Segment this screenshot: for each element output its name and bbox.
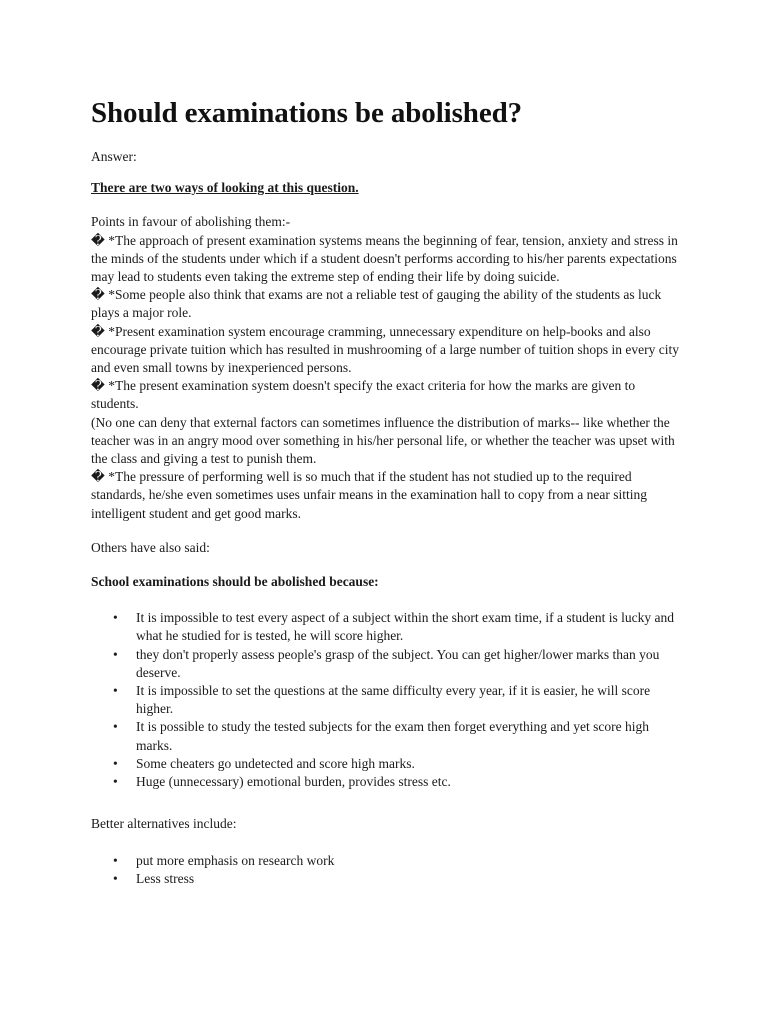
bullet-icon: • [113,646,118,662]
school-heading: School examinations should be abolished because: [91,574,379,590]
bullet-icon: • [113,755,118,771]
list-item [91,773,686,791]
better-heading: Better alternatives include: [91,816,237,832]
list-item [91,870,686,888]
lead-statement: There are two ways of looking at this question. [91,180,359,196]
list-item-text: Some cheaters go undetected and score high marks. [136,755,415,771]
list-item-text: Less stress [136,870,195,886]
list-item-text: It is impossible to test every aspect of a subject within the short exam time, if a student is lucky and what he studied for is tested, he will score higher. [136,610,675,644]
bullet-icon: • [113,683,118,699]
alternatives-list [91,852,686,888]
list-item [91,682,686,718]
list-item-text: they don't properly assess people's grasp of the subject. You can get higher/lower marks than you deserve. [136,646,660,680]
bullet-icon: • [113,774,118,790]
bullet-icon: • [113,852,118,868]
list-item [91,755,686,773]
document-content [91,95,686,888]
list-item-text: It is possible to study the tested subjects for the exam then forget everything and yet score high marks. [136,719,650,753]
list-item [91,646,686,682]
list-item-text: Huge (unnecessary) emotional burden, provides stress etc. [136,774,451,790]
favour-note: (No one can deny that external factors can sometimes influence the distribution of marks-- like whether the teacher was in an angry mood over something in his/her personal life, or whether the teacher was upset with the class and giving a test to punish them. [91,414,675,467]
favour-point: � *The pressure of performing well is so much that if the student has not studied up to the required standards, he/she even sometimes uses unfair means in the examination hall to copy from a near sitting intelligent student and get good marks. [91,469,647,521]
favour-section [91,213,686,522]
list-item-text: put more emphasis on research work [136,852,335,868]
document-title: Should examinations be abolished? [91,97,523,129]
favour-point: � *The approach of present examination systems means the beginning of fear, tension, anxiety and stress in the minds of the students under which if a student doesn't performs according to his/her parents expectations may lead to students even taking the extreme step of ending their life by doing suicide. [91,232,678,285]
answer-label: Answer: [91,149,137,164]
bullet-icon: • [113,719,118,735]
favour-point: � *Present examination system encourage cramming, unnecessary expenditure on help-books and also encourage private tuition which has resulted in mushrooming of a large number of tuition shops in every city and even small towns by inexperienced persons. [91,323,679,376]
list-item-text: It is impossible to set the questions at the same difficulty every year, if it is easier, he will score higher. [136,683,651,717]
bullet-icon: • [113,870,118,886]
others-said: Others have also said: [91,539,210,555]
reasons-list [91,609,686,791]
bullet-icon: • [113,610,118,626]
favour-heading: Points in favour of abolishing them:- [91,214,291,230]
favour-point: � *The present examination system doesn't specify the exact criteria for how the marks are given to students. [91,378,636,412]
list-item [91,609,686,645]
favour-point: � *Some people also think that exams are not a reliable test of gauging the ability of the students as luck plays a major role. [91,287,662,321]
list-item [91,852,686,870]
list-item [91,718,686,754]
